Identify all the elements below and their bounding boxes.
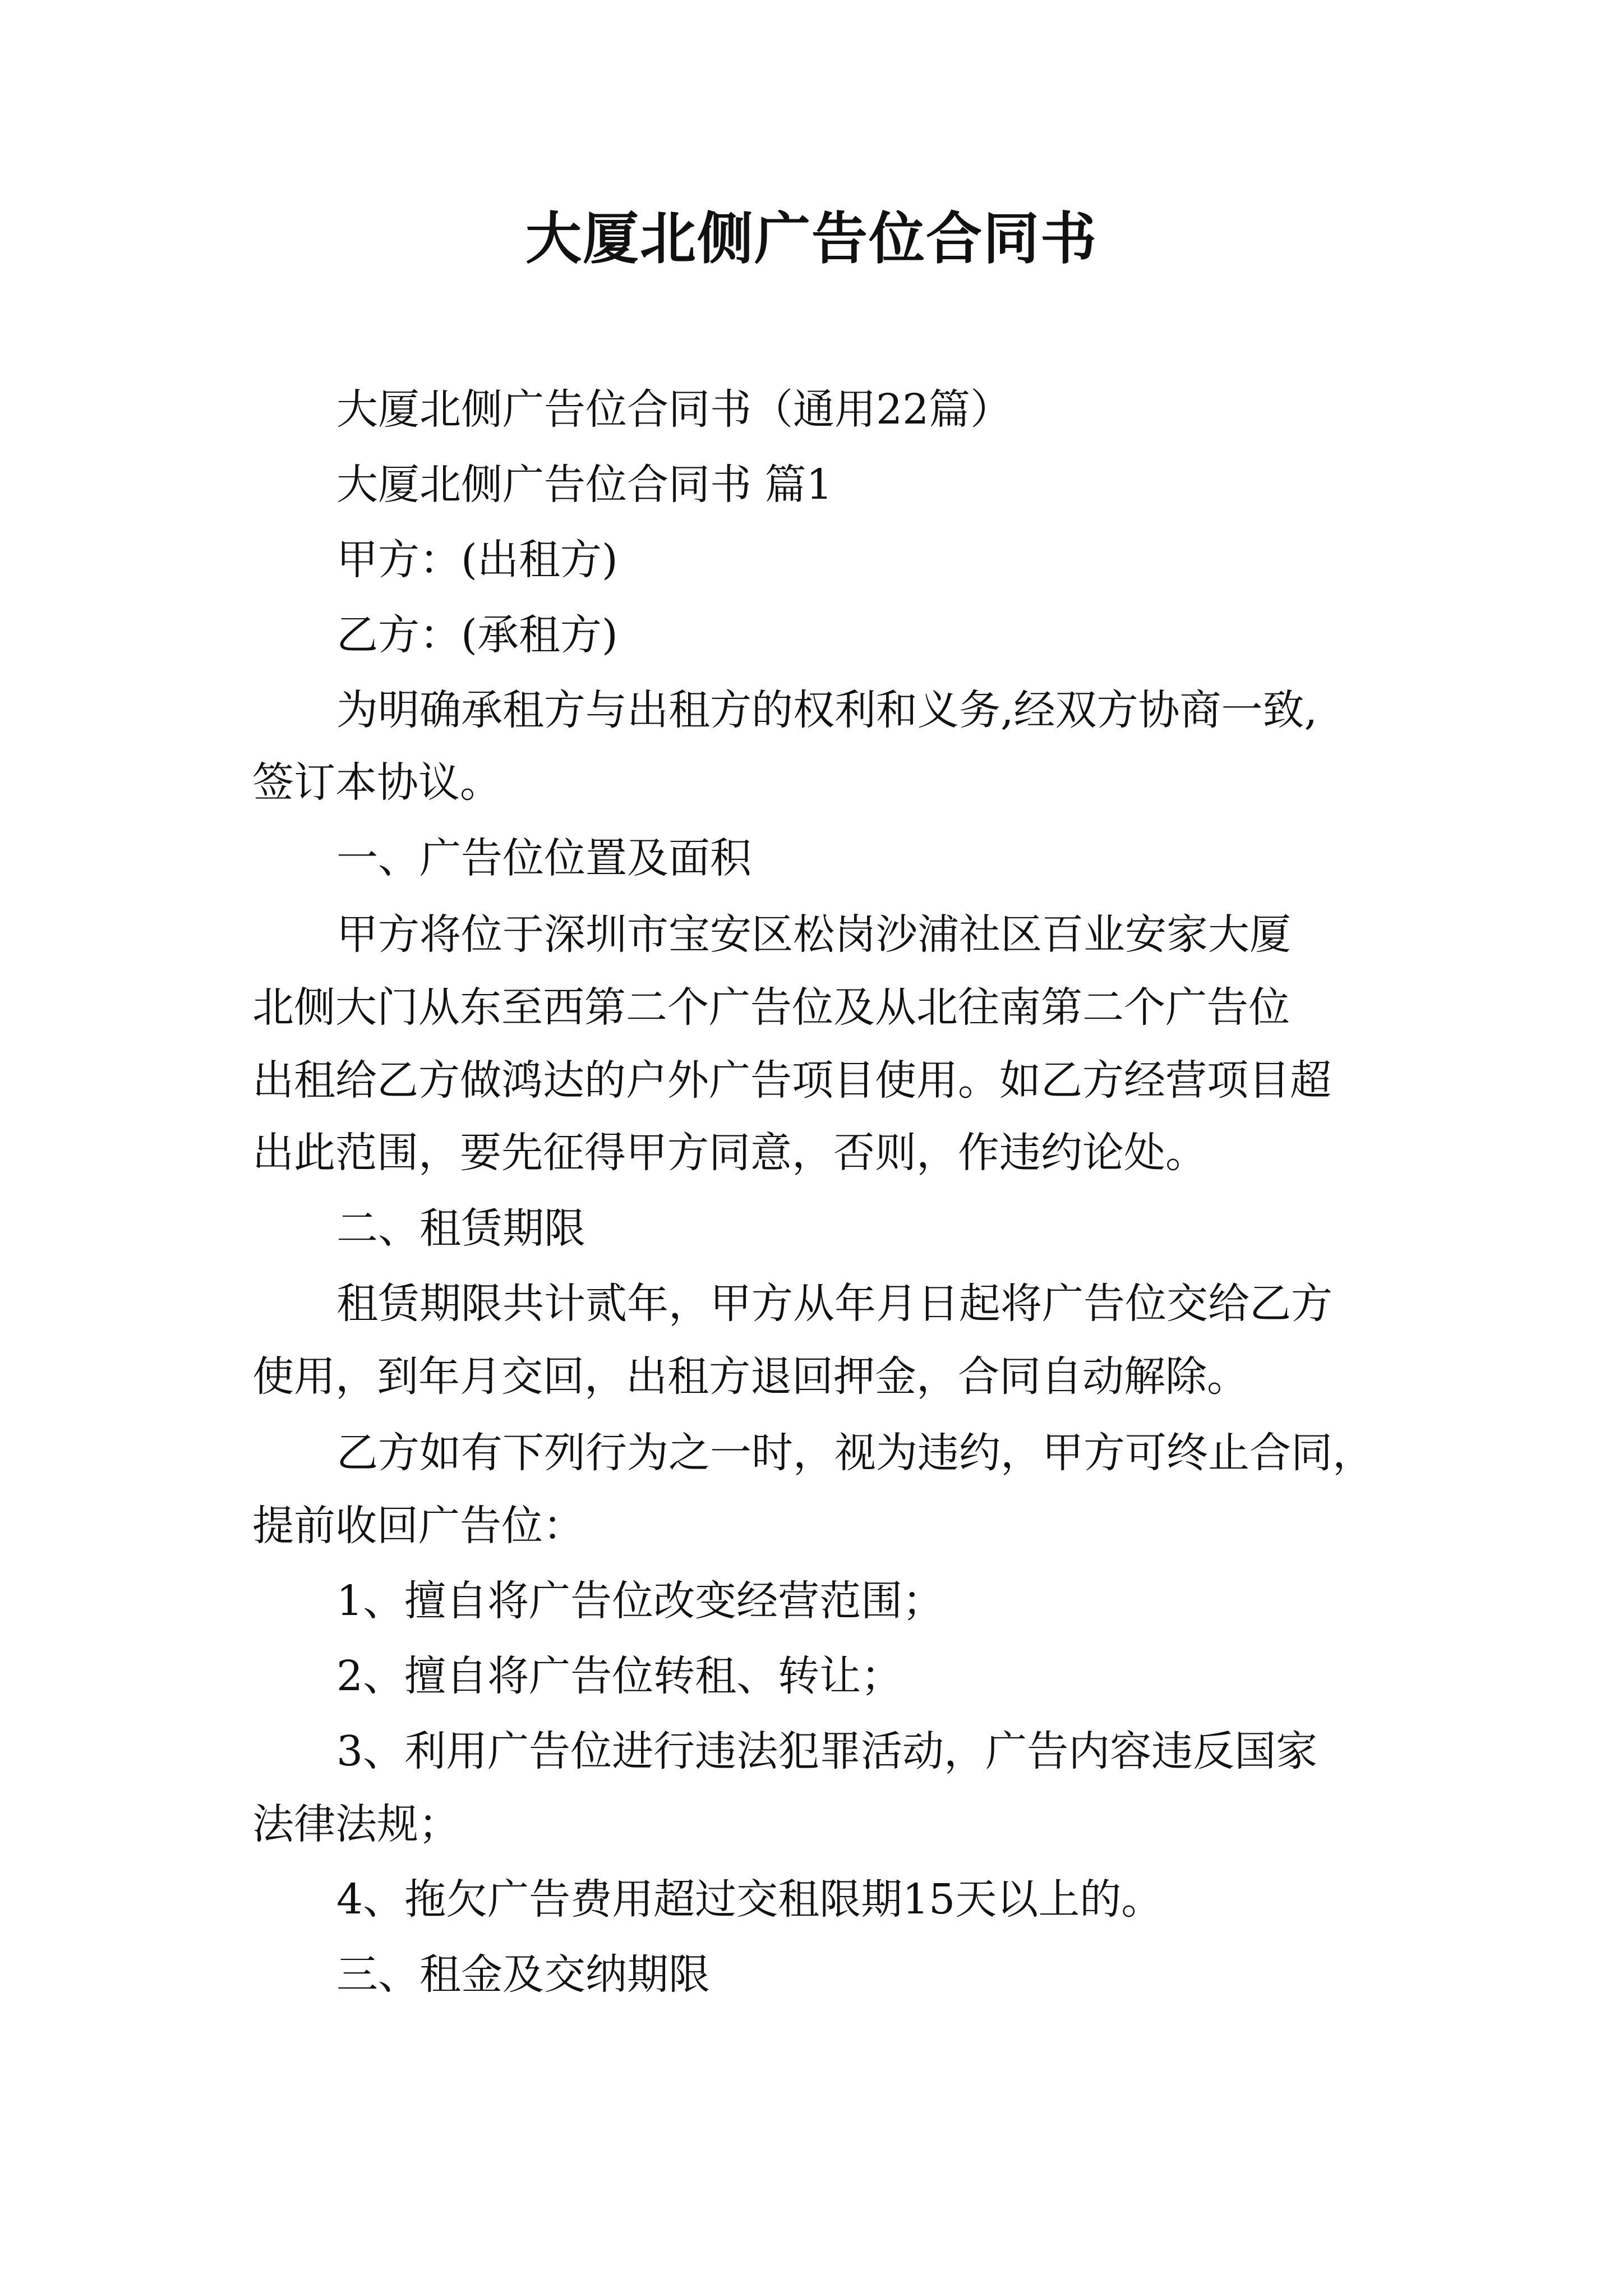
paragraph-line: 出此范围，要先征得甲方同意，否则，作违约论处。 [252, 1129, 1207, 1177]
list-item-line: 2、擅自将广告位转租、转让； [336, 1652, 903, 1700]
section-heading-line: 一、广告位位置及面积 [336, 834, 751, 882]
paragraph-line: 提前收回广告位： [252, 1502, 584, 1550]
paragraph-line: 乙方如有下列行为之一时，视为违约，甲方可终止合同， [336, 1429, 1374, 1477]
list-item-line: 4、拖欠广告费用超过交租限期15天以上的。 [336, 1875, 1163, 1924]
party-b-line: 乙方：(承租方) [336, 611, 618, 659]
list-item-line: 1、擅自将广告位改变经营范围； [336, 1577, 944, 1625]
subtitle-line: 大厦北侧广告位合同书（通用22篇） [336, 385, 1012, 434]
paragraph-line: 使用，到年月交回，出租方退回押金，合同自动解除。 [252, 1352, 1248, 1401]
paragraph-line: 北侧大门从东至西第二个广告位及从北往南第二个广告位 [252, 983, 1290, 1032]
section-heading-line: 大厦北侧广告位合同书 篇1 [336, 461, 833, 509]
paragraph-line: 甲方将位于深圳市宝安区松岗沙浦社区百业安家大厦 [336, 910, 1291, 959]
party-a-line: 甲方：(出租方) [336, 536, 618, 584]
paragraph-line: 租赁期限共计贰年，甲方从年月日起将广告位交给乙方 [336, 1280, 1332, 1328]
list-item-line: 3、利用广告位进行违法犯罪活动，广告内容违反国家 [336, 1727, 1318, 1775]
section-heading-line: 二、租赁期限 [336, 1204, 585, 1253]
section-heading-line: 三、租金及交纳期限 [336, 1950, 710, 1999]
paragraph-line: 签订本协议。 [252, 758, 501, 807]
list-item-line: 法律法规； [252, 1800, 460, 1848]
paragraph-line: 为明确承租方与出租方的权利和义务,经双方协商一致, [336, 686, 1318, 734]
document-title: 大厦北侧广告位合同书 [525, 205, 1098, 272]
paragraph-line: 出租给乙方做鸿达的户外广告项目使用。如乙方经营项目超 [252, 1056, 1331, 1105]
